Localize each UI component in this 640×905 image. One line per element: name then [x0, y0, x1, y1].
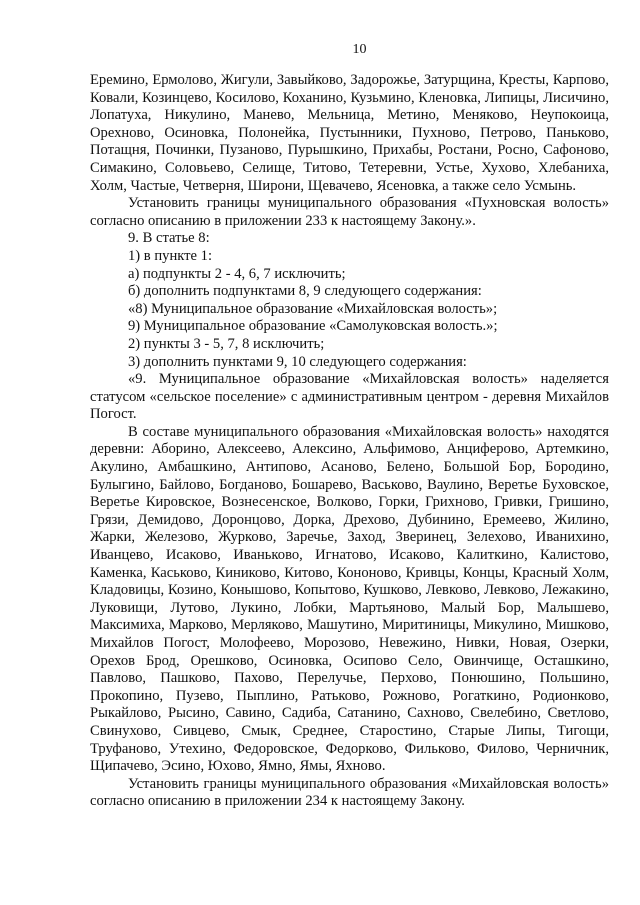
- document-body: [90, 72, 609, 811]
- paragraph-11: «9. Муниципальное образование «Михайловская волость» наделяется статусом «сельское поселение» с административным центром - деревня Михайлов Погост.: [90, 371, 609, 423]
- paragraph-5: а) подпункты 2 - 4, 6, 7 исключить;: [128, 265, 346, 282]
- paragraph-12: В составе муниципального образования «Михайловская волость» находятся деревни: Аборино, Алексеево, Алексино, Альфимово, Анциферово, Артемкино, Акулино, Амбашкино, Антипово, Асаново, Белено, Большой Бор, Бородино, Булыгино, Байлово, Богданово, Бошарево, Васьково, Ваулино, Веретье Буховское, Веретье Кировское, Вознесенское, Волково, Горки, Грихново, Гривки, Гришино, Грязи, Демидово, Доронцово, Дорка, Дрехово, Дубинино, Еремеево, Жилино, Жарки, Железово, Журково, Заречье, Заход, Зверинец, Зелехово, Иванихино, Иванцево, Исаково, Иваньково, Игнатово, Исаково, Калиткино, Калистово, Каменка, Каськово, Киниково, Китово, Кононово, Кривцы, Концы, Красный Холм, Кладовицы, Козино, Конышово, Копытово, Кушково, Левково, Левково, Лежакино, Луковищи, Лутово, Лукино, Лобки, Мартьяново, Малый Бор, Малышево, Максимиха, Марково, Мерляково, Машутино, Миритиницы, Микулино, Мишково, Михайлов Погост, Молофеево, Морозово, Невежино, Нивки, Новая, Озерки, Орехов Брод, Орешково, Осиновка, Осипово Село, Овинчище, Осташкино, Павлово, Пашково, Пахово, Перелучье, Перхово, Понюшино, Польшино, Прокопино, Пузево, Пыплино, Ратьково, Рожново, Рогаткино, Родионково, Рыкайлово, Рысино, Савино, Садиба, Сатанино, Сахново, Свелебино, Светлово, Свинухово, Сивцево, Смык, Среднее, Старостино, Старые Липы, Тигощи, Труфаново, Утехино, Федоровское, Федорково, Фильково, Филово, Черничник, Щипачево, Эсино, Юхово, Ямно, Ямы, Яхново.: [90, 423, 609, 775]
- paragraph-6: б) дополнить подпунктами 8, 9 следующего содержания:: [128, 283, 482, 300]
- paragraph-2: Установить границы муниципального образования «Пухновская волость» согласно описанию в приложении 233 к настоящему Закону.».: [90, 195, 609, 229]
- paragraph-8: 9) Муниципальное образование «Самолуковская волость.»;: [128, 318, 498, 335]
- paragraph-10: 3) дополнить пунктами 9, 10 следующего содержания:: [128, 353, 467, 370]
- paragraph-9: 2) пункты 3 - 5, 7, 8 исключить;: [128, 335, 325, 352]
- paragraph-4: 1) в пункте 1:: [128, 247, 213, 264]
- paragraph-13: Установить границы муниципального образования «Михайловская волость» согласно описанию в приложении 234 к настоящему Закону.: [90, 775, 609, 810]
- paragraph-3: 9. В статье 8:: [128, 230, 210, 247]
- page-number: 10: [352, 42, 367, 57]
- paragraph-1: Еремино, Ермолово, Жигули, Завыйково, Задорожье, Затурщина, Кресты, Карпово, Ковали, Козинцево, Косилово, Коханино, Кузьмино, Кленовка, Липицы, Лисичино, Лопатуха, Никулино, Манево, Мельница, Метино, Меняково, Неупокоица, Орехново, Осиновка, Полонейка, Пустынники, Пухново, Петрово, Паньково, Потащня, Починки, Пузаново, Пурышкино, Прихабы, Ростани, Росно, Сафоново, Симакино, Соловьево, Селище, Титово, Тетеревни, Устье, Хухово, Хлебаниха, Холм, Частые, Четверня, Широни, Щевачево, Ясеновка, а также село Усмынь.: [90, 72, 609, 194]
- paragraph-7: «8) Муниципальное образование «Михайловская волость»;: [128, 300, 498, 317]
